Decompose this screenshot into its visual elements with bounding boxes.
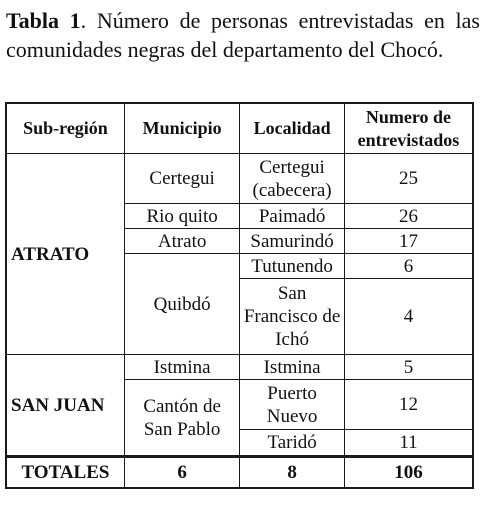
header-municipio: Municipio [124, 103, 239, 154]
municipio-cell: Quibdó [124, 254, 239, 355]
municipio-cell: Certegui [124, 154, 239, 204]
totals-municipios: 6 [124, 457, 239, 489]
table-row [6, 355, 473, 380]
header-subregion: Sub-región [6, 103, 124, 154]
count-cell: 26 [344, 204, 473, 229]
region-cell: ATRATO [6, 154, 124, 355]
totals-localidades: 8 [240, 457, 345, 489]
caption-label: Tabla 1 [6, 8, 81, 33]
localidad-cell: Istmina [240, 355, 345, 380]
caption-text: . Número de personas entrevistadas en las comunidades negras del departamento del Chocó. [6, 8, 480, 62]
localidad-cell: Puerto Nuevo [240, 380, 345, 430]
count-cell: 11 [344, 430, 473, 457]
header-localidad: Localidad [240, 103, 345, 154]
municipio-cell: Istmina [124, 355, 239, 380]
municipio-cell: Cantón de San Pablo [124, 380, 239, 457]
count-cell: 6 [344, 254, 473, 279]
interviewees-table [5, 102, 474, 489]
count-cell: 17 [344, 229, 473, 254]
header-entrevistados: Numero de entrevistados [344, 103, 473, 154]
region-cell: SAN JUAN [6, 355, 124, 457]
totals-entrevistados: 106 [344, 457, 473, 489]
table-caption [6, 6, 480, 64]
localidad-cell: Samurindó [240, 229, 345, 254]
count-cell: 4 [344, 279, 473, 355]
table-row [6, 154, 473, 204]
municipio-cell: Atrato [124, 229, 239, 254]
totals-label: TOTALES [6, 457, 124, 489]
count-cell: 25 [344, 154, 473, 204]
municipio-cell: Rio quito [124, 204, 239, 229]
localidad-cell: San Francisco de Ichó [240, 279, 345, 355]
localidad-cell: Tutunendo [240, 254, 345, 279]
totals-row [6, 457, 473, 489]
localidad-cell: Certegui (cabecera) [240, 154, 345, 204]
localidad-cell: Paimadó [240, 204, 345, 229]
count-cell: 12 [344, 380, 473, 430]
count-cell: 5 [344, 355, 473, 380]
localidad-cell: Taridó [240, 430, 345, 457]
table-header-row [6, 103, 473, 154]
